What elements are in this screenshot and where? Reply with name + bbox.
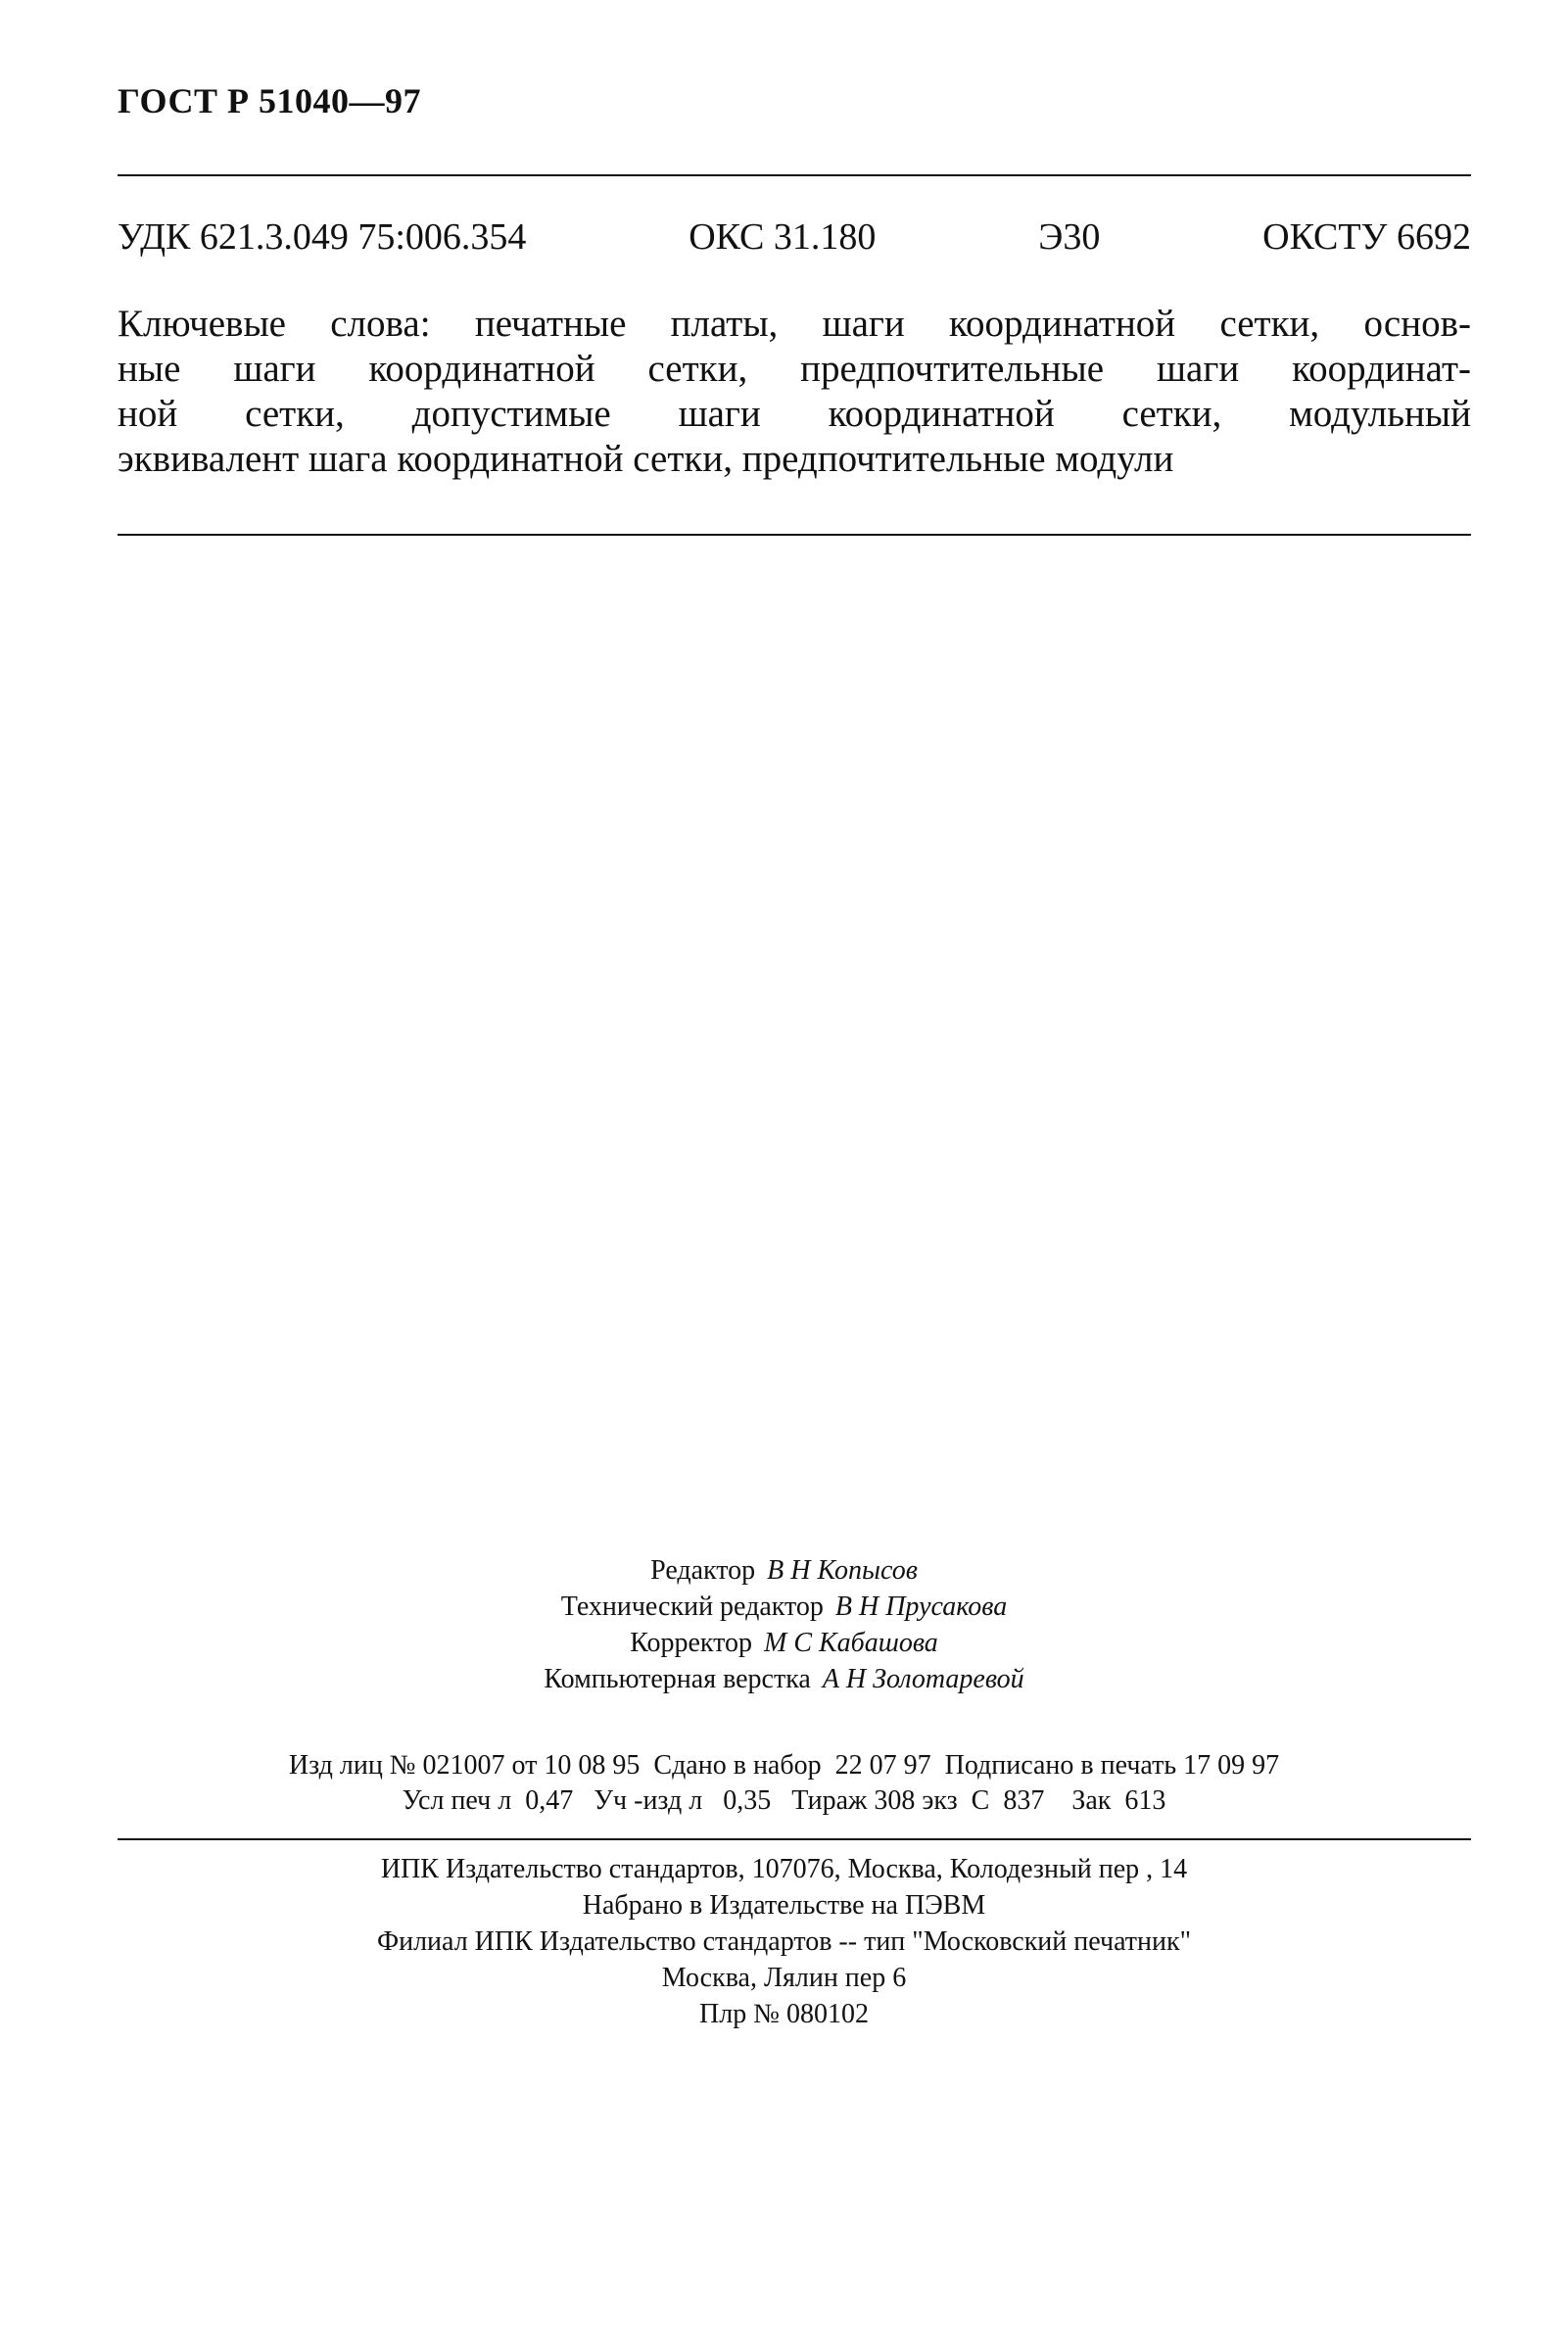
credit-layout [0,1661,1568,1697]
keywords-line: ные шаги координатной сетки, предпочтительные шаги координат- [118,348,1471,390]
e-code: Э30 [1038,216,1101,258]
keywords-line: эквивалент шага координатной сетки, предпочтительные модули [118,438,1174,480]
credit-editor [0,1552,1568,1589]
credit-role: Корректор [630,1628,753,1658]
oks-code: ОКС 31.180 [689,216,877,258]
credits-block [0,1552,1568,1697]
publisher-line: Плр № 080102 [699,1999,869,2029]
credit-role: Редактор [650,1555,756,1586]
credit-name: А Н Золотаревой [822,1664,1024,1694]
divider-top [118,174,1471,176]
publisher-line: Филиал ИПК Издательство стандартов -- тип "Московский печатник" [376,1926,1192,1957]
udk-code: УДК 621.3.049 75:006.354 [118,216,527,258]
publisher-line: Набрано в Издательстве на ПЭВМ [582,1890,986,1921]
credit-name: В Н Копысов [767,1555,918,1586]
divider-keywords [118,534,1471,536]
classification-codes [118,215,1471,259]
publisher-line: ИПК Издательство стандартов, 107076, Москва, Колодезный пер , 14 [380,1854,1188,1884]
imprint-block [0,1748,1568,1819]
credit-name: М С Кабашова [764,1628,938,1658]
credit-name: В Н Прусакова [834,1592,1008,1622]
document-title: ГОСТ Р 51040—97 [118,81,421,120]
divider-imprint [118,1838,1471,1840]
imprint-line-print-data: Усл печ л 0,47 Уч -изд л 0,35 Тираж 308 экз С 837 Зак 613 [402,1785,1166,1816]
imprint-line-license: Изд лиц № 021007 от 10 08 95 Сдано в набор 22 07 97 Подписано в печать 17 09 97 [288,1750,1280,1781]
keywords-line: Ключевые слова: печатные платы, шаги координатной сетки, основ- [118,303,1471,345]
credit-tech-editor [0,1589,1568,1625]
okstu-code: ОКСТУ 6692 [1262,216,1471,258]
keywords-paragraph [118,302,1471,482]
credit-role: Технический редактор [560,1592,824,1622]
credit-proofreader [0,1625,1568,1661]
keywords-line: ной сетки, допустимые шаги координатной сетки, модульный [118,393,1471,435]
publisher-line: Москва, Лялин пер 6 [661,1963,907,1993]
credit-role: Компьютерная верстка [544,1664,811,1694]
publisher-block [0,1851,1568,2032]
